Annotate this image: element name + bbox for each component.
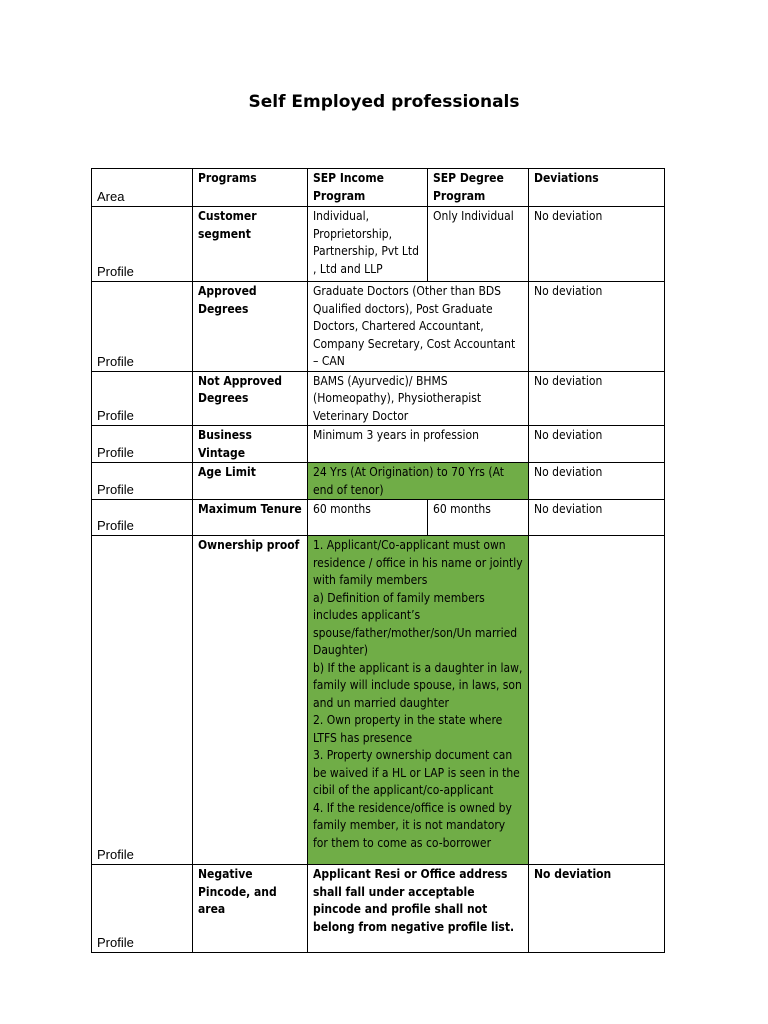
ownership-rule-line: 3. Property ownership document can be waived if a HL or LAP is seen in the cibil of the applicant/co-applicant — [313, 748, 520, 797]
area-cell: Profile — [92, 371, 193, 426]
program-cell: Maximum Tenure — [193, 500, 308, 536]
ownership-rule-line: 4. If the residence/office is owned by family member, it is not mandatory for them to come as co-borrower — [313, 800, 512, 850]
header-sep-degree: SEP Degree Program — [428, 169, 529, 207]
sep-degree-cell: 60 months — [428, 500, 529, 536]
ownership-rule-line: 1. Applicant/Co-applicant must own residence / office in his name or jointly with family members — [313, 538, 523, 587]
area-cell: Profile — [92, 865, 193, 953]
sep-combined-cell: BAMS (Ayurvedic)/ BHMS (Homeopathy), Physiotherapist Veterinary Doctor — [308, 371, 529, 426]
deviation-cell: No deviation — [529, 282, 665, 372]
ownership-proof-cell-highlighted — [308, 536, 529, 865]
sep-combined-cell: Graduate Doctors (Other than BDS Qualified doctors), Post Graduate Doctors, Chartered Accountant, Company Secretary, Cost Accountant – CAN — [308, 282, 529, 372]
program-cell: Approved Degrees — [193, 282, 308, 372]
deviation-cell: No deviation — [529, 371, 665, 426]
ownership-rule-line: a) Definition of family members includes applicant’s spouse/father/mother/son/Un married Daughter) — [313, 590, 518, 657]
table-row — [92, 282, 665, 372]
sep-degree-cell: Only Individual — [428, 207, 529, 282]
header-deviations: Deviations — [529, 169, 665, 207]
sep-combined-cell-highlighted: 24 Yrs (At Origination) to 70 Yrs (At end of tenor) — [308, 463, 529, 500]
table-row — [92, 865, 665, 953]
area-cell: Profile — [92, 282, 193, 372]
sep-combined-cell: Minimum 3 years in profession — [308, 426, 529, 463]
table-row — [92, 371, 665, 426]
header-programs: Programs — [193, 169, 308, 207]
header-sep-income: SEP Income Program — [308, 169, 428, 207]
deviation-cell: No deviation — [529, 207, 665, 282]
deviation-cell: No deviation — [529, 865, 665, 953]
table-row — [92, 536, 665, 865]
program-cell: Age Limit — [193, 463, 308, 500]
program-cell: Negative Pincode, and area — [193, 865, 308, 953]
program-cell: Customer segment — [193, 207, 308, 282]
deviation-cell: No deviation — [529, 463, 665, 500]
ownership-rule-line: 2. Own property in the state where LTFS has presence — [313, 713, 503, 745]
area-cell: Profile — [92, 500, 193, 536]
program-cell: Ownership proof — [193, 536, 308, 865]
table-header-row — [92, 169, 665, 207]
deviation-cell: No deviation — [529, 500, 665, 536]
area-cell: Profile — [92, 207, 193, 282]
table-row — [92, 207, 665, 282]
table-row — [92, 500, 665, 536]
program-cell: Business Vintage — [193, 426, 308, 463]
page-title: Self Employed professionals — [248, 92, 520, 112]
area-cell: Profile — [92, 536, 193, 865]
area-cell: Profile — [92, 463, 193, 500]
sep-income-cell: Individual, Proprietorship, Partnership, Pvt Ltd , Ltd and LLP — [308, 207, 428, 282]
eligibility-table — [91, 168, 665, 953]
deviation-cell — [529, 536, 665, 865]
sep-combined-cell: Applicant Resi or Office address shall fall under acceptable pincode and profile shall not belong from negative profile list. — [308, 865, 529, 953]
program-cell: Not Approved Degrees — [193, 371, 308, 426]
area-cell: Profile — [92, 426, 193, 463]
sep-income-cell: 60 months — [308, 500, 428, 536]
table-row — [92, 463, 665, 500]
ownership-rule-line: b) If the applicant is a daughter in law, family will include spouse, in laws, son and un married daughter — [313, 660, 523, 710]
header-area: Area — [92, 169, 193, 207]
table-row — [92, 426, 665, 463]
deviation-cell: No deviation — [529, 426, 665, 463]
